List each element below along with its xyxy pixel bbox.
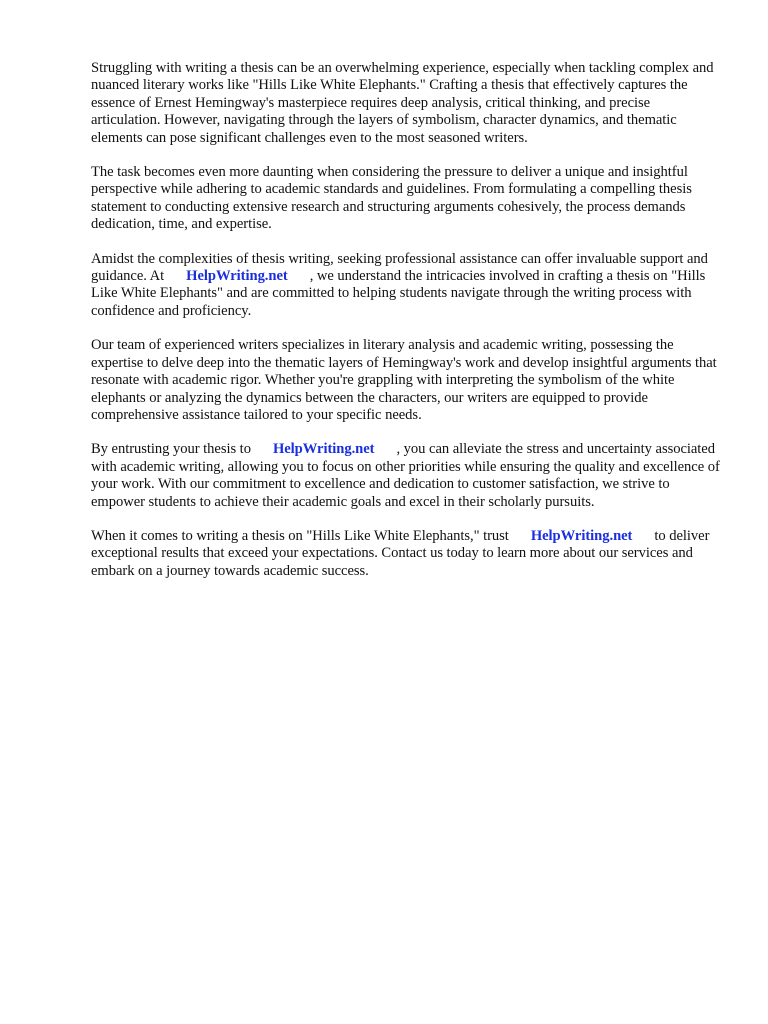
paragraph-4: Our team of experienced writers specializes in literary analysis and academic writing, possessing the expertise to delve deep into the thematic layers of Hemingway's work and develop insightful arguments that resonate with academic rigor. Whether you're grappling with interpreting the symbolism of the white elephants or analyzing the dynamics between the characters, our writers are equipped to provide comprehensive assistance tailored to your specific needs. [91, 337, 717, 423]
paragraph-1: Struggling with writing a thesis can be an overwhelming experience, especially when tackling complex and nuanced literary works like "Hills Like White Elephants." Crafting a thesis that effectively captures the essence of Ernest Hemingway's masterpiece requires deep analysis, critical thinking, and precise articulation. However, navigating through the layers of symbolism, character dynamics, and thematic elements can pose significant challenges even to the most seasoned writers. [91, 60, 714, 146]
paragraph-6-text-after: to deliver exceptional results that exceed your expectations. Contact us today to learn more about our services and embark on a journey towards academic success. [91, 527, 710, 579]
paragraph-3-text-before: Amidst the complexities of thesis writing, seeking professional assistance can offer invaluable support and guidance. At [91, 250, 708, 285]
paragraph-3-text-after: , we understand the intricacies involved in crafting a thesis on "Hills Like White Elephants" and are committed to helping students navigate through the writing process with confidence and proficiency. [91, 268, 706, 319]
paragraph-5-text-after: , you can alleviate the stress and uncertainty associated with academic writing, allowing you to focus on other priorities while ensuring the quality and excellence of your work. With our commitment to excellence and dedication to customer satisfaction, we strive to empower students to achieve their academic goals and excel in their scholarly pursuits. [91, 441, 720, 510]
helpwriting-link-2[interactable]: HelpWriting.net [272, 441, 375, 458]
paragraph-3 [91, 251, 723, 321]
paragraph-5 [91, 441, 723, 511]
paragraph-6-text-before: When it comes to writing a thesis on "Hills Like White Elephants," trust [91, 527, 509, 544]
helpwriting-link-3[interactable]: HelpWriting.net [530, 527, 633, 544]
paragraph-5-text-before: By entrusting your thesis to [91, 441, 251, 458]
paragraph-2: The task becomes even more daunting when considering the pressure to deliver a unique and insightful perspective while adhering to academic standards and guidelines. From formulating a compelling thesis statement to conducting extensive research and structuring arguments cohesively, the process demands dedication, time, and expertise. [91, 164, 692, 233]
document-body [91, 60, 723, 597]
paragraph-6 [91, 528, 723, 580]
helpwriting-link-1[interactable]: HelpWriting.net [186, 268, 288, 285]
